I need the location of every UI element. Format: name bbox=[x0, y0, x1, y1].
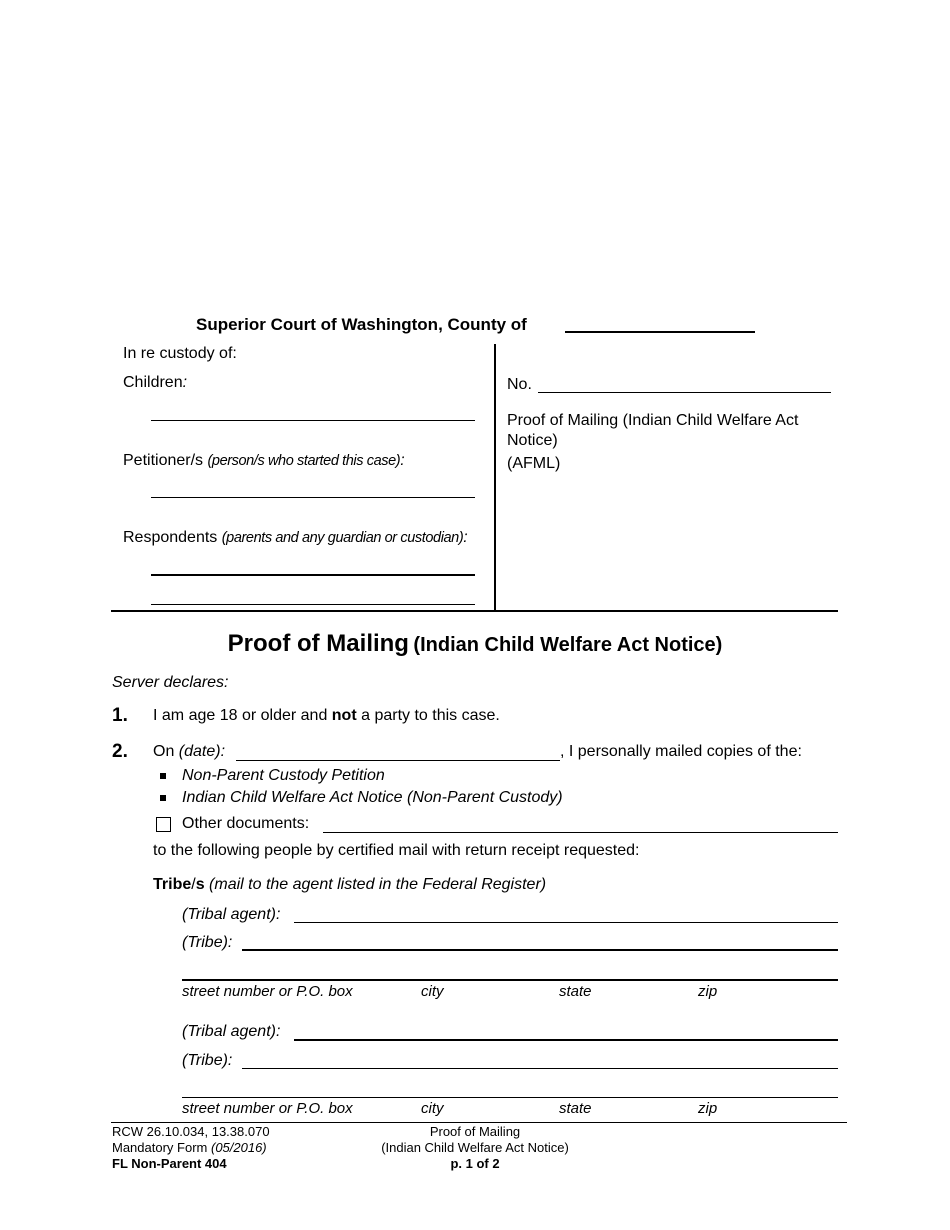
tribe-field-1[interactable] bbox=[242, 949, 838, 951]
bullet-icon bbox=[160, 795, 166, 801]
court-title: Superior Court of Washington, County of bbox=[196, 315, 527, 334]
tribe-label: (Tribe): bbox=[182, 1052, 233, 1069]
caption-divider bbox=[494, 344, 496, 612]
respondent-field-2[interactable] bbox=[151, 604, 475, 605]
document-code: (AFML) bbox=[507, 455, 561, 472]
city-label: city bbox=[421, 1100, 444, 1117]
city-label: city bbox=[421, 983, 444, 1000]
tribe-address-field-2[interactable] bbox=[182, 1097, 838, 1098]
footer-title: Proof of Mailing bbox=[429, 1124, 521, 1139]
form-heading: Proof of Mailing (Indian Child Welfare Act Notice) bbox=[227, 630, 723, 657]
server-declares: Server declares: bbox=[112, 674, 229, 691]
footer-page-number: p. 1 of 2 bbox=[450, 1156, 500, 1171]
case-no-field[interactable] bbox=[538, 392, 831, 393]
petitioner-label: Petitioner/s (person/s who started this case): bbox=[123, 452, 405, 469]
tribe-field-2[interactable] bbox=[242, 1068, 838, 1069]
item-1-number: 1. bbox=[112, 705, 128, 726]
footer-subtitle: (Indian Child Welfare Act Notice) bbox=[381, 1140, 569, 1155]
tribal-agent-label: (Tribal agent): bbox=[182, 1023, 281, 1040]
tribe-label: (Tribe): bbox=[182, 934, 233, 951]
document-item-icwa-notice: Indian Child Welfare Act Notice (Non-Parent Custody) bbox=[182, 789, 563, 806]
state-label: state bbox=[559, 983, 592, 1000]
footer-mandatory-form: Mandatory Form (05/2016) bbox=[112, 1140, 267, 1155]
document-item-petition: Non-Parent Custody Petition bbox=[182, 767, 385, 784]
other-documents-checkbox[interactable] bbox=[156, 817, 171, 832]
item-1-text: I am age 18 or older and not a party to this case. bbox=[153, 707, 500, 724]
tribes-heading: Tribe/s (mail to the agent listed in the Federal Register) bbox=[153, 876, 547, 893]
respondent-field-1[interactable] bbox=[151, 574, 475, 576]
footer-rcw: RCW 26.10.034, 13.38.070 bbox=[112, 1124, 270, 1139]
footer-left bbox=[112, 1124, 270, 1172]
item-2-number: 2. bbox=[112, 741, 128, 762]
certified-mail-text: to the following people by certified mail with return receipt requested: bbox=[153, 842, 640, 859]
tribal-agent-field-1[interactable] bbox=[294, 922, 838, 923]
footer-form-id: FL Non-Parent 404 bbox=[112, 1156, 227, 1171]
petitioner-field[interactable] bbox=[151, 497, 475, 498]
other-documents-label: Other documents: bbox=[182, 815, 310, 832]
mailing-date-field[interactable] bbox=[236, 760, 560, 761]
tribal-agent-label: (Tribal agent): bbox=[182, 906, 281, 923]
state-label: state bbox=[559, 1100, 592, 1117]
case-no-label: No. bbox=[507, 376, 532, 393]
children-field[interactable] bbox=[151, 420, 475, 421]
children-label: Children: bbox=[123, 374, 188, 391]
street-label: street number or P.O. box bbox=[182, 983, 353, 1000]
respondents-label: Respondents (parents and any guardian or custodian): bbox=[123, 529, 468, 546]
footer-center bbox=[325, 1124, 625, 1172]
zip-label: zip bbox=[698, 1100, 718, 1117]
caption-bottom-rule bbox=[111, 610, 838, 612]
tribal-agent-field-2[interactable] bbox=[294, 1039, 838, 1041]
footer-rule bbox=[111, 1122, 847, 1123]
bullet-icon bbox=[160, 773, 166, 779]
mailed-copies-text: , I personally mailed copies of the: bbox=[560, 743, 802, 760]
other-documents-field[interactable] bbox=[323, 832, 838, 833]
zip-label: zip bbox=[698, 983, 718, 1000]
document-title: Proof of Mailing (Indian Child Welfare Act Notice) bbox=[507, 412, 799, 449]
tribe-address-field-1[interactable] bbox=[182, 979, 838, 981]
in-re-label: In re custody of: bbox=[123, 345, 237, 362]
on-date-label: On (date): bbox=[153, 743, 226, 760]
county-field[interactable] bbox=[565, 331, 755, 333]
street-label: street number or P.O. box bbox=[182, 1100, 353, 1117]
